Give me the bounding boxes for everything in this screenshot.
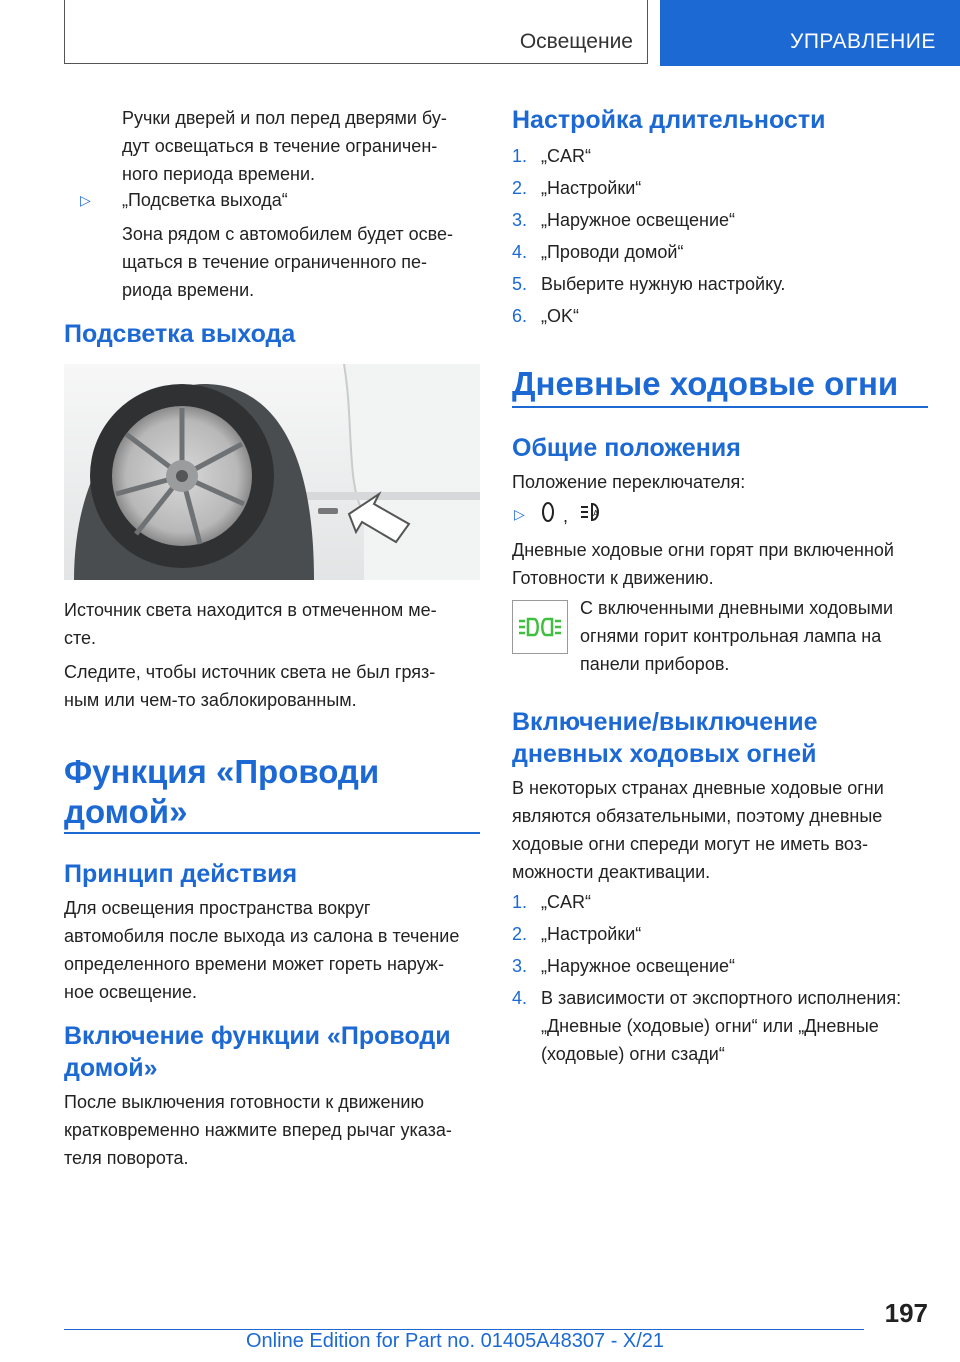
drl-ready-line-1: Дневные ходовые огни горят при включенной [512,540,894,560]
heading-general: Общие положения [512,434,741,462]
lamp-text-3: панели приборов. [580,654,730,674]
enable-line-1: После выключения готовности к движению [64,1092,424,1112]
caption-1-line-2: сте. [64,628,97,648]
step1-num-2: 2. [512,178,528,198]
heading-principle: Принцип действия [64,860,298,888]
header-section-box [64,0,648,64]
onoff-line-1: В некоторых странах дневные ходовые огни [512,778,884,798]
switch-bullet-icon: ▷ [514,506,525,522]
step1-num-6: 6. [512,306,528,326]
drl-rule [512,406,928,408]
step1-text-2: „Настройки“ [541,178,642,198]
step1-num-4: 4. [512,242,528,262]
step2-text-4: В зависимости от экспортного исполнения: [541,988,902,1008]
step1-text-4: „Проводи домой“ [541,242,684,262]
caption-2-line-2: ным или чем-то заблокированным. [64,690,357,710]
heading-onoff-2: дневных ходовых огней [512,740,817,768]
step1-text-6: „OK“ [541,306,579,326]
heading-enable-1: Включение функции «Проводи [64,1022,451,1050]
footer-edition[interactable]: Online Edition for Part no. 01405A48307 - X/21 [246,1330,665,1352]
page-number: 197 [884,1298,928,1328]
onoff-line-3: ходовые огни спереди могут не иметь воз- [512,834,868,854]
bullet-text-3: риода времени. [122,280,255,300]
automatic-headlight-icon [578,500,604,529]
step2-num-3: 3. [512,956,528,976]
step2-num-4: 4. [512,988,528,1008]
step1-text-1: „CAR“ [541,146,591,166]
enable-line-2: кратковременно нажмите вперед рычаг указа- [64,1120,452,1140]
car-wheel-image [64,364,480,580]
bullet-triangle-icon: ▷ [80,192,91,208]
bullet-title: „Подсветка выхода“ [122,190,288,210]
step2-text-4-cont-1: „Дневные (ходовые) огни“ или „Дневные [541,1016,879,1036]
header-chapter-title: УПРАВЛЕНИЕ [790,30,936,53]
principle-line-1: Для освещения пространства вокруг [64,898,371,918]
bullet-text-1: Зона рядом с автомобилем будет осве- [122,224,454,244]
header-section-title: Освещение [519,30,633,53]
step1-text-5: Выберите нужную настройку. [541,274,786,294]
lamp-text-1: С включенными дневными ходовыми [580,598,894,618]
step1-num-1: 1. [512,146,528,166]
intro-line-1: Ручки дверей и пол перед дверями бу- [122,108,447,128]
header-chapter-tab[interactable] [660,0,960,66]
step1-num-5: 5. [512,274,528,294]
principle-line-3: определенного времени может гореть наруж- [64,954,444,974]
principle-line-4: ное освещение. [64,982,197,1002]
step2-text-3: „Наружное освещение“ [541,956,736,976]
intro-line-2: дут освещаться в течение ограничен- [122,136,438,156]
step1-text-3: „Наружное освещение“ [541,210,736,230]
step1-num-3: 3. [512,210,528,230]
heading-follow-me-home-1: Функция «Проводи [64,753,380,790]
heading-duration: Настройка длительности [512,106,826,134]
drl-ready-line-2: Готовности к движению. [512,568,714,588]
drl-indicator-lamp-icon [512,600,568,654]
caption-1-line-1: Источник света находится в отмеченном ме- [64,600,437,620]
bullet-text-2: щаться в течение ограниченного пе- [122,252,428,272]
enable-line-3: теля поворота. [64,1148,189,1168]
step2-num-2: 2. [512,924,528,944]
onoff-line-4: можности деактивации. [512,862,711,882]
heading-onoff-1: Включение/выключение [512,708,818,736]
intro-line-3: ного периода времени. [122,164,316,184]
switch-separator: , [563,506,569,526]
onoff-line-2: являются обязательными, поэтому дневные [512,806,883,826]
lamp-text-2: огнями горит контрольная лампа на [580,626,882,646]
step2-num-1: 1. [512,892,528,912]
svg-text:A: A [593,509,599,518]
switch-position-label: Положение переключателя: [512,472,746,492]
heading-exit-light: Подсветка выхода [64,320,296,348]
step2-text-4-cont-2: (ходовые) огни сзади“ [541,1044,725,1064]
step2-text-1: „CAR“ [541,892,591,912]
heading-enable-2: домой» [64,1054,158,1082]
caption-2-line-1: Следите, чтобы источник света не был гряз- [64,662,436,682]
heading-drl: Дневные ходовые огни [512,365,899,402]
step2-text-2: „Настройки“ [541,924,642,944]
heading-rule [64,832,480,834]
principle-line-2: автомобиля после выхода из салона в течение [64,926,460,946]
light-off-zero-icon [540,500,556,529]
heading-follow-me-home-2: домой» [64,793,188,830]
